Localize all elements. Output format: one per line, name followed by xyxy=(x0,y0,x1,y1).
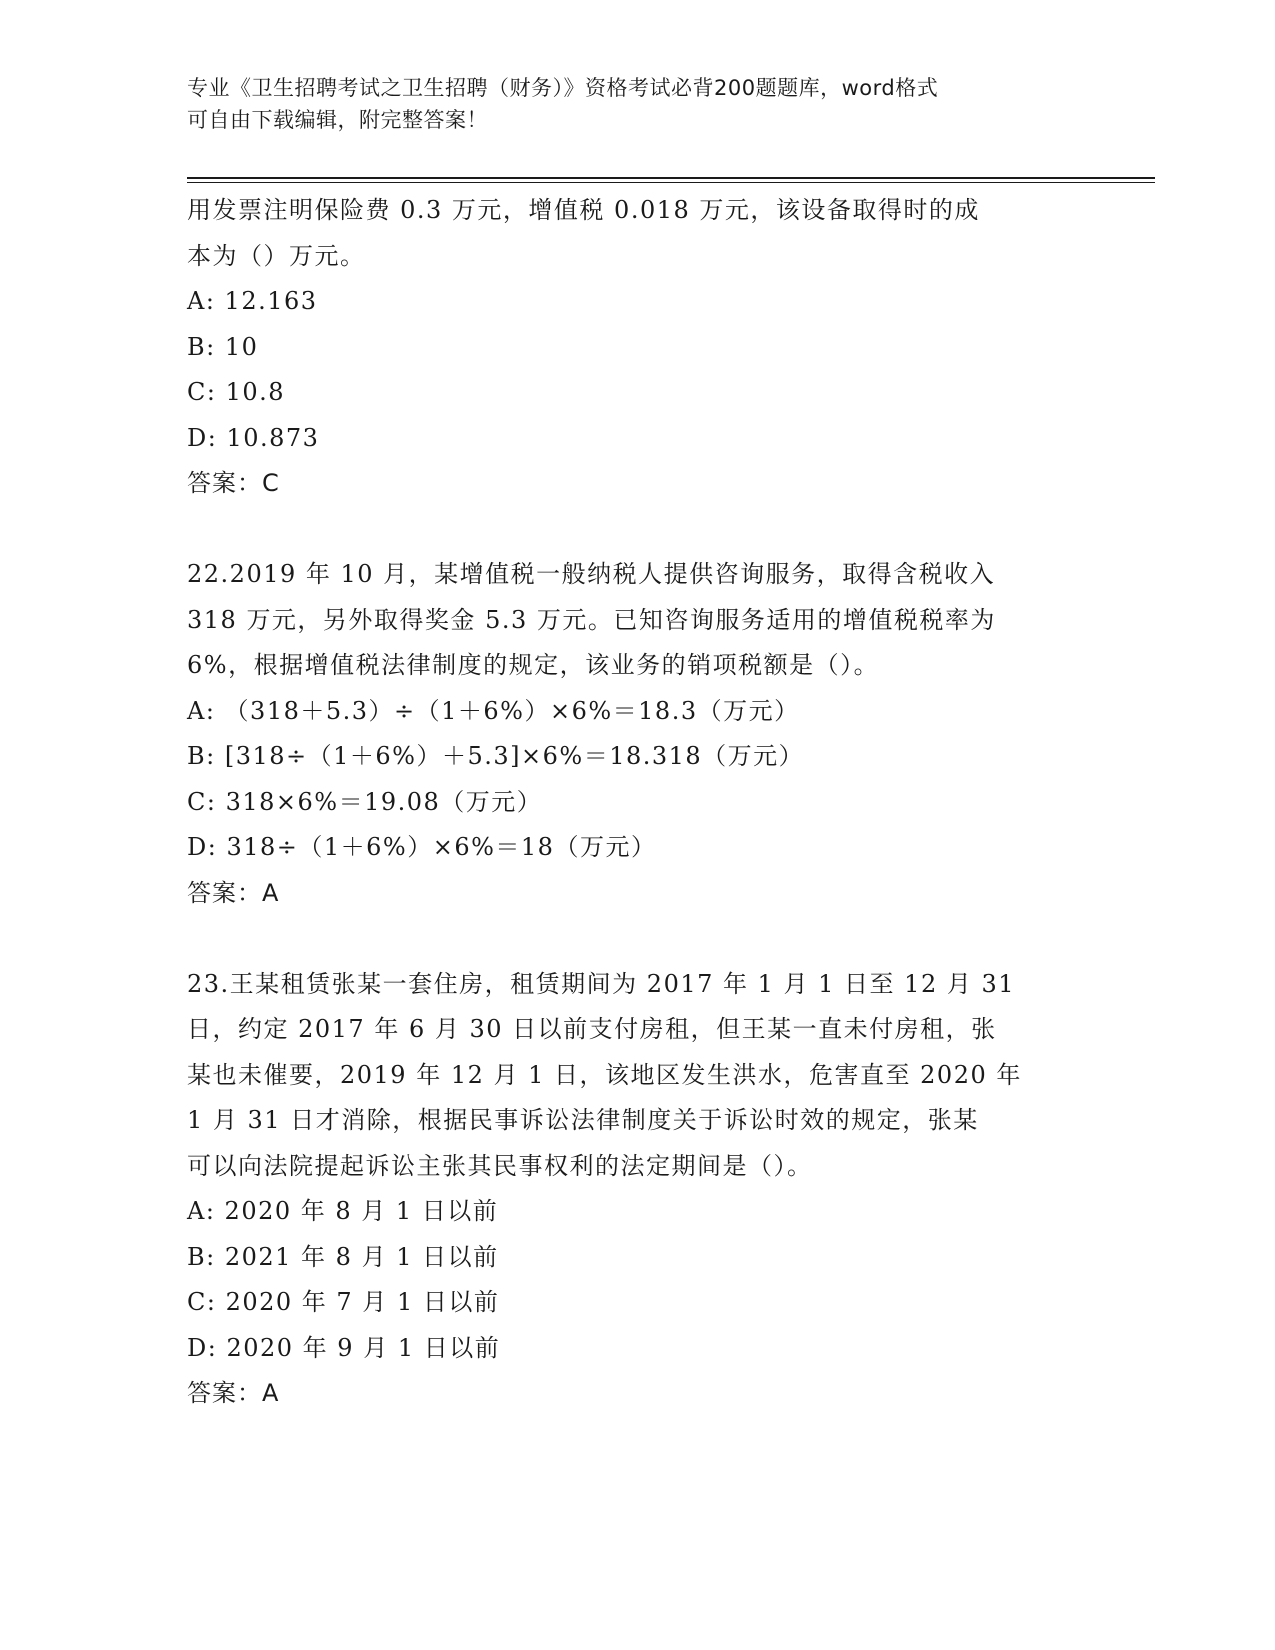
header-divider-thin xyxy=(187,182,1155,183)
question-text-line: 用发票注明保险费 0.3 万元，增值税 0.018 万元，该设备取得时的成 xyxy=(187,196,980,224)
question-text-line: 日，约定 2017 年 6 月 30 日以前支付房租，但王某一直未付房租，张 xyxy=(187,1015,997,1043)
answer-label: 答案：A xyxy=(187,1379,280,1407)
answer-label: 答案：A xyxy=(187,878,280,907)
question-block-22 xyxy=(187,552,1087,916)
option-a: A: 2020 年 8 月 1 日以前 xyxy=(187,1197,499,1225)
option-a: A: 12.163 xyxy=(187,287,318,315)
option-b: B: 2021 年 8 月 1 日以前 xyxy=(187,1242,499,1271)
header-line-2: 可自由下载编辑，附完整答案！ xyxy=(187,108,488,132)
option-d: D: 318÷（1＋6%）×6%＝18（万元） xyxy=(187,833,657,861)
question-text-line: 本为（）万元。 xyxy=(187,241,366,270)
question-text-line: 6%，根据增值税法律制度的规定，该业务的销项税额是（）。 xyxy=(187,651,880,679)
option-d: D: 10.873 xyxy=(187,423,320,452)
header-line-1: 专业《卫生招聘考试之卫生招聘（财务）》资格考试必背200题题库，word格式 xyxy=(187,76,939,100)
question-block-23 xyxy=(187,962,1087,1417)
option-c: C: 318×6%＝19.08（万元） xyxy=(187,787,543,816)
question-text-line: 可以向法院提起诉讼主张其民事权利的法定期间是（）。 xyxy=(187,1151,813,1180)
question-text-line: 22.2019 年 10 月，某增值税一般纳税人提供咨询服务，取得含税收入 xyxy=(187,560,996,588)
option-b: B: [318÷（1＋6%）＋5.3]×6%＝18.318（万元） xyxy=(187,742,805,770)
question-text-line: 1 月 31 日才消除，根据民事诉讼法律制度关于诉讼时效的规定，张某 xyxy=(187,1106,979,1134)
header-divider-thick xyxy=(187,177,1155,179)
spacer xyxy=(187,507,1087,553)
spacer xyxy=(187,916,1087,962)
question-list xyxy=(187,188,1087,1417)
question-block-21 xyxy=(187,188,1087,507)
question-text-line: 23.王某租赁张某一套住房，租赁期间为 2017 年 1 月 1 日至 12 月 31 xyxy=(187,969,1016,998)
question-text-line: 某也未催要，2019 年 12 月 1 日，该地区发生洪水，危害直至 2020 年 xyxy=(187,1060,1022,1089)
option-d: D: 2020 年 9 月 1 日以前 xyxy=(187,1333,501,1362)
document-header xyxy=(187,72,1067,136)
option-b: B: 10 xyxy=(187,332,259,361)
option-a: A: （318＋5.3）÷（1＋6%）×6%＝18.3（万元） xyxy=(187,696,800,725)
option-c: C: 10.8 xyxy=(187,378,286,406)
answer-label: 答案：C xyxy=(187,469,280,497)
question-text-line: 318 万元，另外取得奖金 5.3 万元。已知咨询服务适用的增值税税率为 xyxy=(187,605,996,634)
option-c: C: 2020 年 7 月 1 日以前 xyxy=(187,1288,500,1316)
